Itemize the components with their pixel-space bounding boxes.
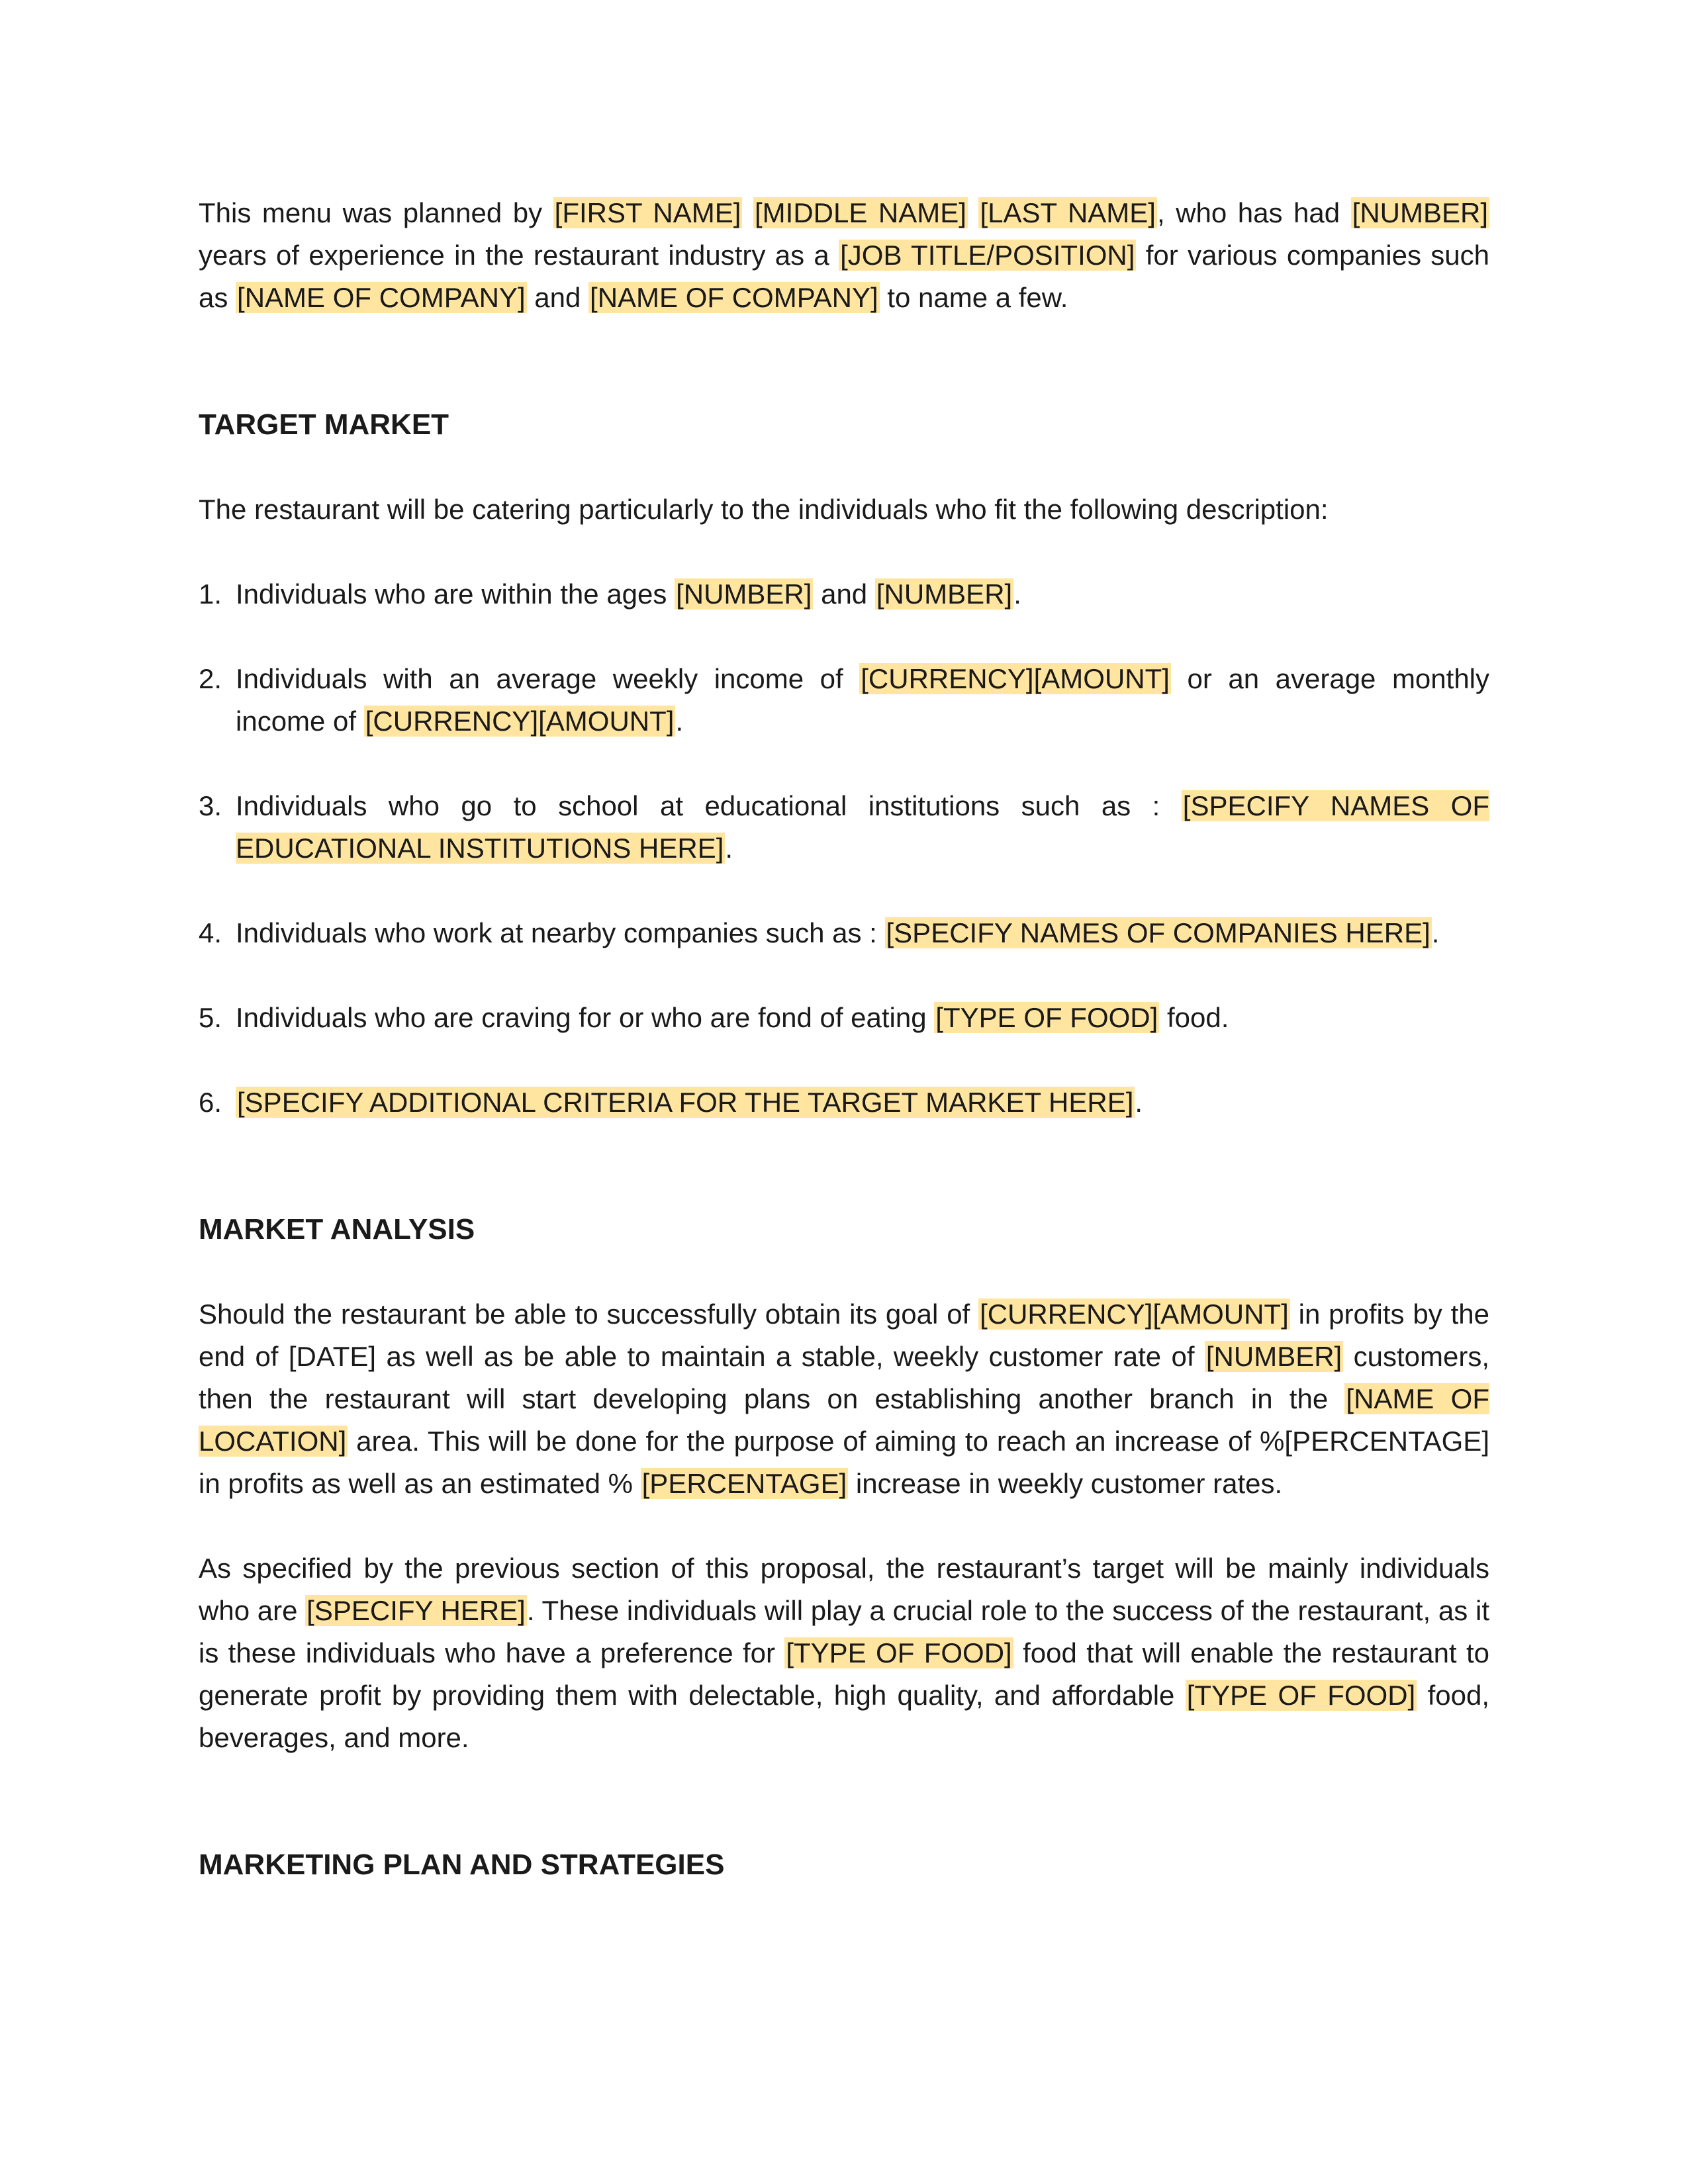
- paragraph-text: Should the restaurant be able to successfully obtain its goal of: [199, 1298, 979, 1330]
- paragraph-text: customers, then the restaurant will start developing plans on establishing another branch in the: [199, 1341, 1489, 1414]
- intro-paragraph: [199, 192, 1489, 319]
- placeholder-last-name: [LAST NAME]: [980, 197, 1156, 228]
- market-analysis-paragraph-2: [199, 1547, 1489, 1759]
- placeholder-type-of-food: [TYPE OF FOOD]: [786, 1637, 1012, 1668]
- list-number: 5.: [199, 1002, 222, 1033]
- placeholder-percentage: [PERCENTAGE]: [641, 1468, 847, 1499]
- placeholder-type-of-food: [TYPE OF FOOD]: [935, 1002, 1158, 1033]
- placeholder-number: [NUMBER]: [876, 578, 1013, 610]
- document-page: [199, 192, 1489, 1886]
- placeholder-additional-criteria: [SPECIFY ADDITIONAL CRITERIA FOR THE TARGET MARKET HERE]: [237, 1087, 1134, 1118]
- item-text: .: [675, 705, 684, 737]
- placeholder-location: [NAME OF LOCATION]: [199, 1383, 1490, 1457]
- placeholder-currency-amount: [CURRENCY][AMOUNT]: [861, 663, 1170, 694]
- placeholder-middle-name: [MIDDLE NAME]: [755, 197, 966, 228]
- placeholder-currency-amount: [CURRENCY][AMOUNT]: [365, 705, 675, 737]
- list-number: 2.: [199, 663, 222, 694]
- placeholder-specify: [SPECIFY HERE]: [306, 1595, 526, 1626]
- target-market-description: The restaurant will be catering particularly to the individuals who fit the following description:: [199, 494, 1329, 525]
- placeholder-companies: [SPECIFY NAMES OF COMPANIES HERE]: [886, 917, 1430, 948]
- list-number: 6.: [199, 1087, 222, 1118]
- list-item-text: [236, 573, 1489, 615]
- list-number: 1.: [199, 578, 222, 610]
- list-item-text: [236, 1081, 1489, 1124]
- list-item: [199, 658, 1489, 743]
- item-text: Individuals who are craving for or who are fond of eating: [236, 1002, 935, 1033]
- list-item: [199, 912, 1489, 954]
- placeholder-number: [NUMBER]: [1205, 1341, 1342, 1372]
- placeholder-company: [NAME OF COMPANY]: [590, 282, 878, 313]
- list-item: [199, 573, 1489, 615]
- item-text: Individuals who work at nearby companies such as :: [236, 917, 885, 948]
- paragraph-text: food, beverages, and more.: [199, 1680, 1489, 1753]
- list-item-text: [236, 912, 1489, 954]
- item-text: Individuals who go to school at educational institutions such as :: [236, 790, 1182, 821]
- paragraph-text: . These individuals will play a crucial role to the success of the restaurant, as it is these individuals who have a preference for: [199, 1595, 1489, 1668]
- intro-text: for various companies such as: [199, 240, 1489, 313]
- placeholder-educational-institutions: [SPECIFY NAMES OF EDUCATIONAL INSTITUTIONS HERE]: [236, 790, 1490, 864]
- intro-text: This menu was planned by: [199, 197, 553, 228]
- paragraph-text: food that will enable the restaurant to generate profit by providing them with delectable, high quality, and affordable: [199, 1637, 1489, 1711]
- item-text: .: [1013, 578, 1021, 610]
- placeholder-currency-amount: [CURRENCY][AMOUNT]: [980, 1298, 1289, 1330]
- placeholder-years: [NUMBER]: [1352, 197, 1489, 228]
- list-item: [199, 1081, 1489, 1124]
- placeholder-type-of-food: [TYPE OF FOOD]: [1186, 1680, 1416, 1711]
- list-item-text: [236, 997, 1489, 1039]
- list-item: [199, 785, 1489, 870]
- paragraph-text: area. This will be done for the purpose of aiming to reach an increase of %[PERCENTAGE] in profits as well as an estimated %: [199, 1426, 1489, 1499]
- intro-text: and: [526, 282, 589, 313]
- placeholder-first-name: [FIRST NAME]: [554, 197, 741, 228]
- item-text: and: [813, 578, 875, 610]
- item-text: food.: [1159, 1002, 1229, 1033]
- list-number: 3.: [199, 790, 222, 821]
- intro-text: , who has had: [1156, 197, 1351, 228]
- placeholder-number: [NUMBER]: [676, 578, 812, 610]
- item-text: Individuals with an average weekly income of: [236, 663, 860, 694]
- item-text: .: [725, 833, 733, 864]
- list-item-text: [236, 785, 1489, 870]
- item-text: .: [1135, 1087, 1143, 1118]
- placeholder-company: [NAME OF COMPANY]: [237, 282, 526, 313]
- marketing-plan-heading: MARKETING PLAN AND STRATEGIES: [199, 1848, 725, 1881]
- paragraph-text: increase in weekly customer rates.: [848, 1468, 1283, 1499]
- market-analysis-paragraph-1: [199, 1293, 1489, 1505]
- paragraph-text: in profits by the end of [DATE] as well as be able to maintain a stable, weekly customer rate of: [199, 1298, 1489, 1372]
- placeholder-job-title: [JOB TITLE/POSITION]: [840, 240, 1135, 271]
- market-analysis-heading: MARKET ANALYSIS: [199, 1213, 475, 1246]
- target-market-list: [199, 573, 1489, 1124]
- intro-text: years of experience in the restaurant industry as a: [199, 240, 839, 271]
- list-item-text: [236, 658, 1489, 743]
- target-market-heading: TARGET MARKET: [199, 408, 449, 441]
- paragraph-text: As specified by the previous section of this proposal, the restaurant’s target will be mainly individuals who are: [199, 1553, 1489, 1626]
- list-number: 4.: [199, 917, 222, 948]
- intro-text: to name a few.: [879, 282, 1068, 313]
- item-text: Individuals who are within the ages: [236, 578, 675, 610]
- list-item: [199, 997, 1489, 1039]
- item-text: or an average monthly income of: [236, 663, 1490, 737]
- item-text: .: [1431, 917, 1440, 948]
